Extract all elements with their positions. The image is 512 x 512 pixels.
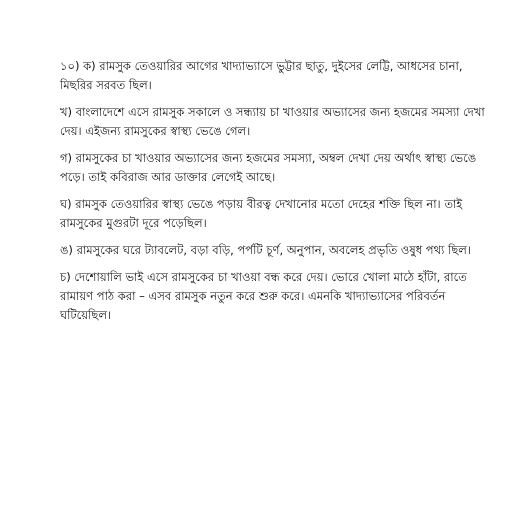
answer-paragraph-kha: খ) বাংলাদেশে এসে রামসুক সকালে ও সন্ধ্যায় চা খাওয়ার অভ্যাসের জন্য হজমের সমস্যা দেখা দেয়। এইজন্য রামসুকের স্বাস্থ্য ভেঙে গেল। <box>60 105 485 138</box>
answer-paragraph-gha: ঘ) রামসুক তেওয়ারির স্বাস্থ্য ভেঙে পড়ায় বীরত্ব দেখানোর মতো দেহের শক্তি ছিল না। তাই রামসুকের মুগুরটা দূরে পড়েছিল। <box>60 197 463 230</box>
answer-paragraph-cha: চ) দেশোয়ালি ভাই এসে রামসুকের চা খাওয়া বন্ধ করে দেয়। ভোরে খোলা মাঠে হাঁটা, রাতে রামায়ণ পাঠ করা – এসব রামসুক নতুন করে শুরু করে। এমনকি খাদ্যাভ্যাসের পরিবর্তন ঘটিয়েছিল। <box>60 270 467 322</box>
answer-paragraph-uma: ঙ) রামসুকের ঘরে ট্যাবলেট, বড়া বড়ি, পর্পটি চূর্ণ, অনুপান, অবলেহ প্রভৃতি ওষুধ পথ্য ছিল। <box>60 243 471 257</box>
answer-paragraph-ka: ১০) ক) রামসুক তেওয়ারির আগের খাদ্যাভ্যাসে ভুট্টার ছাতু, দুইসের লেট্টি, আধসের চানা, মিছরির সরবত ছিল। <box>60 59 463 92</box>
answer-paragraph-ga: গ) রামসুকের চা খাওয়ার অভ্যাসের জন্য হজমের সমস্যা, অম্বল দেখা দেয় অর্থাৎ স্বাস্থ্য ভেঙে পড়ে। তাই কবিরাজ আর ডাক্তার লেগেই আছে। <box>60 151 477 184</box>
